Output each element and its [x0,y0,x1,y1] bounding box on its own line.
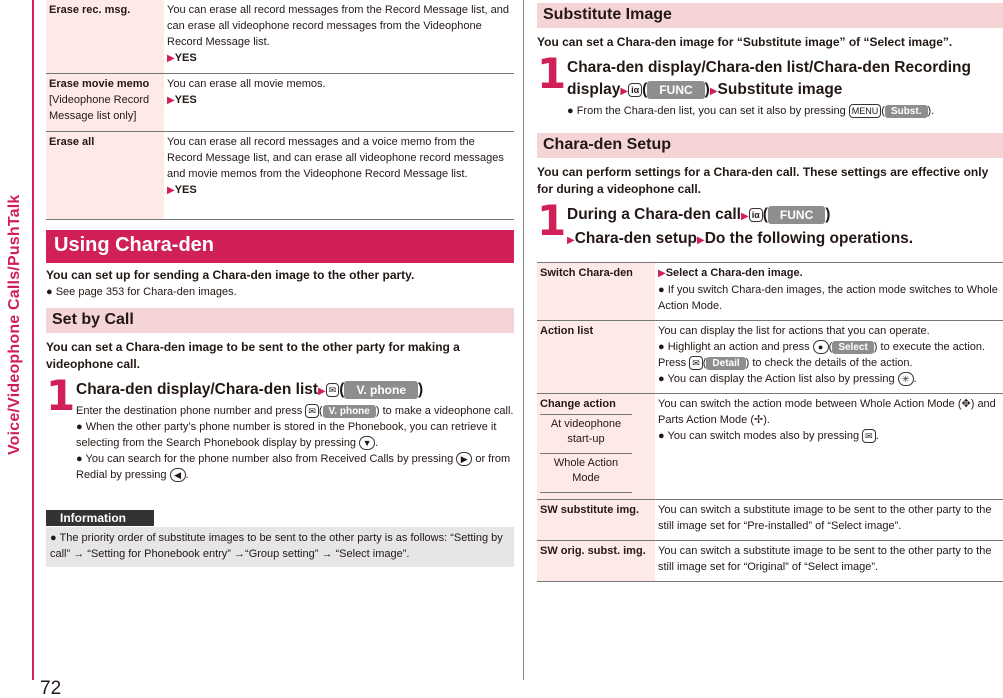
yes-label: YES [174,52,197,64]
table-row: Action list You can display the list for actions that you can operate. ● Highlight an action and press ● ( Select ) to execute the action. Press ✉ ( Detail ) to check the details of the action. ● You can display the Action list also by pressing ✳ . [537,321,1003,394]
table-row [537,500,1003,541]
using-chara-den-heading: Using Chara-den [46,230,514,263]
arrow-icon: ▶ [318,386,326,397]
arrow-icon: ▶ [167,53,175,64]
chara-den-setup-heading: Chara-den Setup [537,133,1003,158]
table-row [537,541,1003,582]
right-column [537,0,1003,582]
bullet: ● From the Chara-den list, you can set it also by pressing MENU ( Subst. ). [567,105,935,117]
mode-mini-table [540,414,632,493]
set-by-call-step [46,371,514,483]
option-lead: Select a Chara-den image. [665,267,803,279]
option-desc: You can erase all movie memos. [167,78,326,90]
option-note: If you switch Chara-den images, the action mode switches to Whole Action Mode. [658,284,998,312]
parts-action-icon: ✢ [754,414,764,426]
vphone-softkey: V. phone [344,381,418,399]
substitute-step [537,49,1003,119]
option-key-sub: [Videophone Record Message list only] [49,94,150,122]
yes-label: YES [174,94,197,106]
option-key: Switch Chara-den [540,267,633,279]
table-row: Switch Chara-den ▶Select a Chara-den image. ● If you switch Chara-den images, the action mode switches to Whole Action Mode. [537,263,1003,321]
side-tab-label: Voice/Videophone Calls/PushTalk [6,194,23,455]
arrow-icon: ▶ [740,211,749,222]
star-key-icon: ✳ [898,372,914,386]
setup-step [537,196,1003,252]
menu-key-icon: MENU [849,104,882,118]
step-number: 1 [537,49,567,98]
step-number: 1 [46,371,76,420]
option-key: Erase all [49,136,95,148]
mail-key-icon: ✉ [305,404,319,418]
option-key: Action list [540,325,594,337]
left-key-icon: ◀ [170,468,186,482]
setup-options-table [537,262,1003,582]
left-column [46,0,514,483]
select-softkey: Select [832,341,873,354]
option-desc: You can switch a substitute image to be sent to the other party to the still image set for “Pre-installed” of “Select image”. [658,504,992,532]
option-key: SW orig. subst. img. [540,545,646,557]
detail-softkey: Detail [706,357,745,370]
information-heading: Information [46,510,154,526]
arrow-icon: ▶ [567,235,575,246]
arrow-icon: ▶ [697,235,705,246]
mini-cell: At videophone start-up [540,415,632,454]
substitute-image-heading: Substitute Image [537,3,1003,28]
substitute-lead: You can set a Chara-den image for “Substitute image” of “Select image”. [537,35,953,49]
mail-key-icon: ✉ [689,356,703,370]
arrow-icon: ▶ [709,86,718,97]
arrow-icon: ▶ [658,268,666,279]
set-by-call-lead: You can set a Chara-den image to be sent to the other party for making a videophone call. [46,340,460,371]
step-title: Chara-den display/Chara-den list▶ ✉ ( V. phone ) [76,381,424,398]
option-desc: You can erase all record messages and a voice memo from the Record Message list, and can erase all videophone record messages and movie memos from the Videophone Record Message list. [167,136,504,180]
side-tab [0,0,34,640]
func-softkey: FUNC [647,81,704,99]
func-softkey: FUNC [768,206,825,224]
option-desc: You can switch a substitute image to be sent to the other party to the still image set for “Original” of “Select image”. [658,545,992,573]
erase-options-table [46,0,514,220]
center-key-icon: ● [813,340,829,354]
information-box [46,509,514,567]
table-row [46,74,514,132]
i-alpha-key-icon: iα [628,83,642,97]
subst-softkey: Subst. [885,105,928,118]
step-number: 1 [537,196,567,245]
yes-label: YES [174,184,197,196]
step-title: Chara-den display/Chara-den list/Chara-den Recording display▶ iα ( FUNC )▶Substitute image [567,59,971,98]
side-accent-line [32,0,34,680]
option-key: SW substitute img. [540,504,639,516]
down-key-icon: ▼ [359,436,375,450]
option-key: Change action [540,398,616,410]
using-note: ● See page 353 for Chara-den images. [46,286,237,298]
right-key-icon: ▶ [456,452,472,466]
option-desc: You can display the list for actions that you can operate. [658,325,930,337]
using-lead: You can set up for sending a Chara-den image to the other party. [46,268,415,282]
mini-cell: Whole Action Mode [540,454,632,493]
set-by-call-heading: Set by Call [46,308,514,333]
setup-lead: You can perform settings for a Chara-den call. These settings are effective only for during a videophone call. [537,165,989,196]
i-alpha-key-icon: iα [749,208,763,222]
bullet: ● You can search for the phone number also from Received Calls by pressing ▶ or from Redial by pressing ◀ . [76,453,511,481]
step-title: During a Chara-den call▶ iα ( FUNC ) ▶Chara-den setup▶Do the following operations. [567,206,914,247]
arrow-icon: ▶ [620,86,629,97]
vphone-softkey: V. phone [323,405,376,418]
arrow-icon: ▶ [167,185,175,196]
table-row: Change action At videophone start-up Whole Action Mode You can switch the action mode between Whole Action Mode (✥) and Parts Action Mode (✢). ● You can switch modes also by pressing ✉ . [537,394,1003,500]
table-row [46,0,514,74]
option-desc: You can erase all record messages from the Record Message list, and can erase all videophone record messages from the Videophone Record Message list. [167,4,509,48]
whole-action-icon: ✥ [961,398,971,410]
column-divider [523,0,524,680]
option-key: Erase movie memo [49,78,150,90]
option-key: Erase rec. msg. [49,4,131,16]
page-number: 72 [40,678,62,698]
bullet: ● When the other party’s phone number is stored in the Phonebook, you can retrieve it selecting from the Search Phonebook display by pressing ▼ . [76,421,497,449]
mail-key-icon: ✉ [862,429,876,443]
step-body: Enter the destination phone number and press ✉ ( V. phone ) to make a videophone call. [76,405,514,417]
table-row [46,132,514,220]
arrow-icon: ▶ [167,95,175,106]
information-text: ● The priority order of substitute images to be sent to the other party is as follows: “Setting by call” → “Setting for Phonebook entry” →“Group setting” → “Select image”. [46,527,514,567]
mail-key-icon: ✉ [326,383,340,397]
